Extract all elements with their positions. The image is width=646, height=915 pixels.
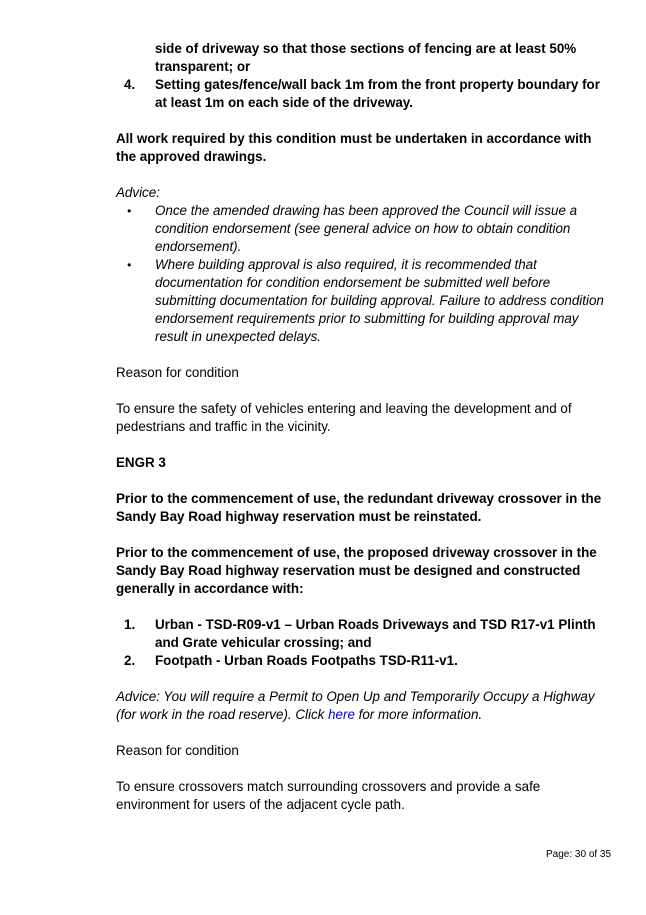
section-heading-engr3: ENGR 3 [116,455,166,470]
here-link[interactable]: here [328,707,355,722]
list-item-text: side of driveway so that those sections of fencing are at least 50% transparent; or [155,41,577,74]
permit-advice-text: Advice: You will require a Permit to Open Up and Temporarily Occupy a Highway (for work in the road reserve). Click [116,689,595,722]
reason-label: Reason for condition [116,365,239,380]
reason-label: Reason for condition [116,743,239,758]
advice-bullet-text: Once the amended drawing has been approved the Council will issue a condition endorsement (see general advice on how to obtain condition endorsement). [155,203,578,254]
list-item-4 [116,76,610,112]
list-item-continuation [116,40,610,76]
engr3-paragraph-1: Prior to the commencement of use, the redundant driveway crossover in the Sandy Bay Road highway reservation must be reinstated. [116,491,602,524]
permit-advice [116,688,610,724]
advice-bullet-text: Where building approval is also required, it is recommended that documentation for condition endorsement be submitted well before submitting documentation for building approval. Failure to address condition endorsement requirements prior to submitting for building approval may result in unexpected delays. [155,257,604,344]
document-page [116,40,610,814]
list-number: 4. [124,77,136,92]
list-number: 1. [124,617,136,632]
engr3-list-item-1 [116,616,610,652]
advice-heading: Advice: [116,185,160,200]
advice-bullet-1 [116,202,610,256]
advice-bullet-2 [116,256,610,346]
list-number: 2. [124,653,136,668]
reason-text: To ensure crossovers match surrounding crossovers and provide a safe environment for users of the adjacent cycle path. [116,779,541,812]
engr3-paragraph-2: Prior to the commencement of use, the proposed driveway crossover in the Sandy Bay Road highway reservation must be designed and constructed generally in accordance with: [116,545,597,596]
list-item-text: Footpath - Urban Roads Footpaths TSD-R11-v1. [155,653,458,668]
approved-drawings-paragraph: All work required by this condition must be undertaken in accordance with the approved drawings. [116,131,592,164]
permit-advice-text-end: for more information. [354,707,483,722]
list-item-text: Urban - TSD-R09-v1 – Urban Roads Driveways and TSD R17-v1 Plinth and Grate vehicular crossing; and [155,617,596,650]
bullet-icon: • [127,204,132,218]
reason-text: To ensure the safety of vehicles entering and leaving the development and of pedestrians and traffic in the vicinity. [116,401,572,434]
engr3-list-item-2 [116,652,610,670]
list-item-text: Setting gates/fence/wall back 1m from the front property boundary for at least 1m on each side of the driveway. [155,77,600,110]
bullet-icon: • [127,258,132,272]
page-number: Page: 30 of 35 [546,849,612,860]
